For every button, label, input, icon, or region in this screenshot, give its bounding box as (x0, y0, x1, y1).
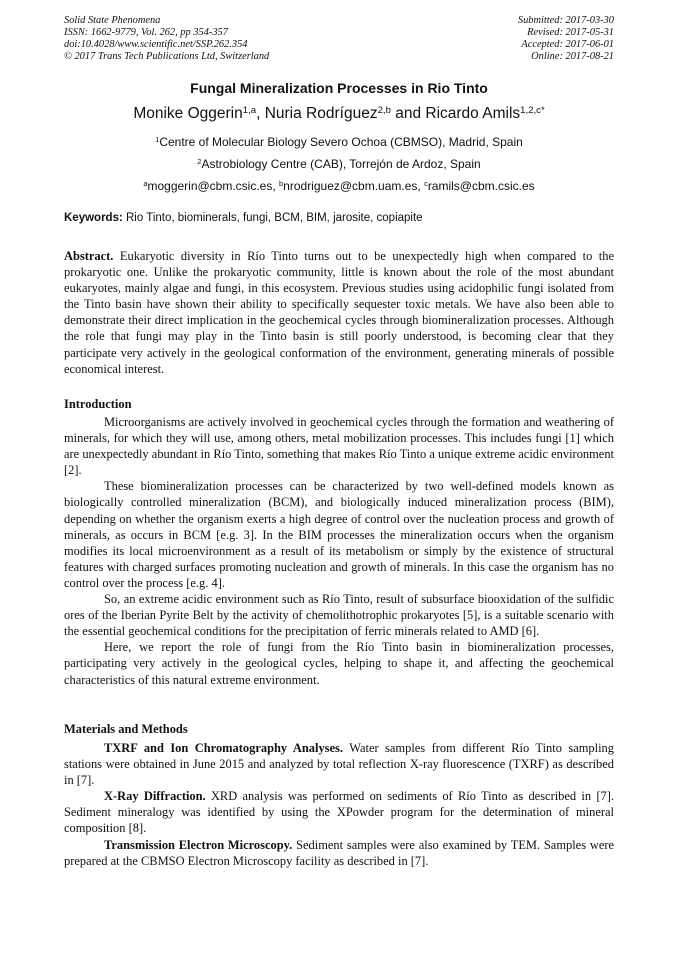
email-superscript: c (424, 178, 428, 188)
paragraph (64, 837, 614, 869)
author-superscript: 1,a (242, 104, 257, 116)
affiliation (0, 135, 678, 149)
author-superscript: 2,b (377, 104, 391, 116)
paragraph: Here, we report the role of fungi from the Río Tinto basin in biomineralization processes, participating very actively in the geological cycles, helping to shape it, and affecting the geochemical characteristics of this natural extreme environment. (64, 640, 614, 687)
issn: ISSN: 1662-9779, Vol. 262, pp 354-357 (64, 27, 228, 38)
author-name: Nuria Rodríguez (264, 105, 378, 122)
affiliation-text: Astrobiology Centre (CAB), Torrejón de Ardoz, Spain (201, 157, 481, 171)
header-right (518, 15, 614, 63)
header-left (64, 15, 269, 63)
subsection-label: TXRF and Ion Chromatography Analyses. (104, 741, 343, 755)
paragraph: These biomineralization processes can be characterized by two well-defined models known as biologically controlled mineralization (BCM), and biologically induced mineralization process (BIM), depending on whether the organism exerts a high degree of control over the nucleation process and growth of minerals, as occurs in BCM [e.g. 3]. In the BIM processes the mineralization occurs when the organism modifies its local microenvironment as a result of its metabolism or simply by the existence of structural features with charged surfaces promoting nucleation and growth of minerals. In this case the organism has no control over the process [e.g. 4]. (64, 479, 614, 590)
keywords (64, 212, 614, 224)
abstract-text: Eukaryotic diversity in Río Tinto turns out to be unexpectedly high when compared to the prokaryotic one. Unlike the prokaryotic community, little is known about the role of the most abundant eukaryotes, mainly algae and fungi, in this ecosystem. Previous studies using acidophilic fungi isolated from the Tinto basin have shown their ability to specifically sequester toxic metals. We have also been able to demonstrate their direct implication in the geochemical cycles through biomineralization processes. Although the role that fungi may play in the Tinto basin is still poorly understood, is becoming clear that they participate very actively in the geological conformation of the environment, generating minerals of possible economical interest. (64, 249, 614, 376)
author-emails: $^a$moggerin@cbm.csic.es, $^b$nrodriguez@cbm.uam.es, $^c$ramils@cbm.csic.es (143, 178, 535, 193)
paragraph: Microorganisms are actively involved in geochemical cycles through the formation and weathering of minerals, for which they will use, among others, metal mobilization processes. This includes fungi [1] which are unexpectedly abundant in Río Tinto, something that makes Río Tinto a unique extreme acidic environment [2]. (64, 415, 614, 478)
paragraph-text: XRD analysis was performed on sediments of Río Tinto as described in [7]. Sediment mineralogy was identified by using the XPowder program for the determination of mineral composition [8]. (64, 789, 614, 836)
affiliation-text: Centre of Molecular Biology Severo Ochoa (CBMSO), Madrid, Spain (159, 135, 523, 149)
paragraph: So, an extreme acidic environment such as Río Tinto, result of subsurface biooxidation of the sulfidic ores of the Iberian Pyrite Belt by the activity of chemolithotrophic prokaryotes [5], is a suitable scenario with the essential geochemical conditions for the precipitation of ferric minerals related to AMD [6]. (64, 592, 614, 639)
affiliation-superscript: 1 (155, 134, 160, 144)
email-link[interactable]: ramils@cbm.csic.es (427, 179, 535, 193)
author-name: Ricardo Amils (425, 105, 521, 122)
online-date: Online: 2017-08-21 (531, 51, 614, 62)
email-superscript: a (143, 178, 148, 188)
accepted-date: Accepted: 2017-06-01 (521, 39, 614, 50)
abstract (64, 248, 614, 377)
subsection-label: X-Ray Diffraction. (104, 789, 206, 804)
journal-header (64, 15, 614, 63)
copyright: © 2017 Trans Tech Publications Ltd, Switzerland (64, 51, 270, 62)
introduction-section (64, 414, 614, 688)
author-list (0, 105, 678, 123)
journal-name: Solid State Phenomena (64, 15, 161, 26)
paragraph-text: Water samples from different Río Tinto sampling stations were obtained in June 2015 and analyzed by total reflection X-ray fluorescence (TXRF) as described in [7]. (64, 741, 614, 788)
author-separator: and (390, 105, 426, 122)
revised-date: Revised: 2017-05-31 (527, 27, 614, 38)
author-superscript: 1,2,c* (520, 104, 545, 116)
keywords-text: Rio Tinto, biominerals, fungi, BCM, BIM, jarosite, copiapite (126, 212, 423, 224)
author-name: Monike Oggerin (133, 105, 243, 122)
email-link[interactable]: nrodriguez@cbm.uam.es (283, 179, 418, 193)
paper-title: Fungal Mineralization Processes in Rio Tinto (190, 80, 488, 96)
section-heading-methods: Materials and Methods (64, 722, 188, 736)
paragraph (64, 788, 614, 836)
methods-section (64, 740, 614, 869)
doi: doi:10.4028/www.scientific.net/SSP.262.354 (64, 39, 248, 50)
affiliation (0, 157, 678, 171)
paragraph-text: Sediment samples were also examined by TEM. Samples were prepared at the CBMSO Electron Microscopy facility as described in [7]. (64, 837, 615, 868)
submitted-date: Submitted: 2017-03-30 (517, 15, 614, 26)
email-superscript: b (279, 178, 284, 188)
section-heading-introduction: Introduction (64, 397, 132, 411)
subsection-label: Transmission Electron Microscopy. (104, 837, 293, 852)
keywords-label: Keywords: (64, 212, 123, 224)
affiliation-superscript: 2 (197, 156, 202, 166)
email-link[interactable]: moggerin@cbm.csic.es (147, 179, 273, 193)
paragraph (64, 740, 614, 788)
abstract-label: Abstract. (64, 249, 114, 263)
author-separator: , (256, 105, 265, 122)
